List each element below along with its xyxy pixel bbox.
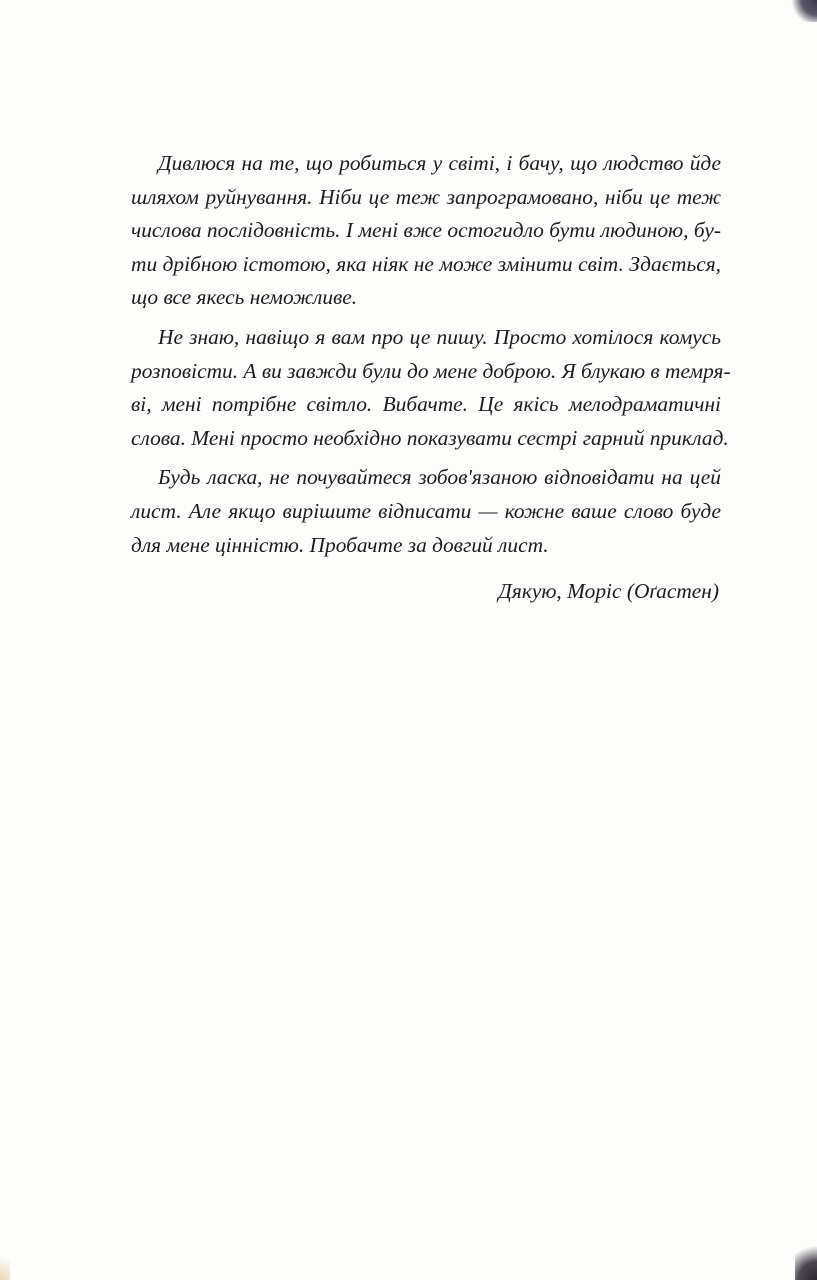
text-line: Будь ласка, не почувайтеся зобов'язаною відповідати на цей bbox=[158, 465, 721, 490]
paragraph-1 bbox=[131, 147, 721, 315]
paragraph-2 bbox=[131, 321, 731, 455]
text-line: розповісти. А ви завжди були до мене доброю. Я блукаю в темря- bbox=[131, 358, 731, 383]
signature: Дякую, Моріс (Оґастен) bbox=[498, 579, 719, 603]
page-corner-shadow bbox=[791, 0, 817, 22]
paragraph-3 bbox=[131, 461, 721, 562]
text-line: ві, мені потрібне світло. Вибачте. Це якісь мелодраматичні bbox=[131, 392, 721, 417]
text-line: лист. Але якщо вирішите відписати — кожне ваше слово буде bbox=[131, 498, 721, 523]
text-line: шляхом руйнування. Ніби це теж запрограмовано, ніби це теж bbox=[131, 184, 721, 209]
text-line: Не знаю, навіщо я вам про це пишу. Просто хотілося комусь bbox=[158, 324, 721, 349]
text-line: що все якесь неможливе. bbox=[131, 285, 358, 310]
text-line: числова послідовність. І мені вже остогидло бути людиною, бу- bbox=[131, 218, 721, 243]
text-line: ти дрібною істотою, яка ніяк не може змінити світ. Здається, bbox=[131, 251, 721, 276]
thumb-edge bbox=[0, 1250, 10, 1280]
text-line: слова. Мені просто необхідно показувати сестрі гарний приклад. bbox=[131, 425, 729, 450]
page-edge-shadow bbox=[795, 1240, 817, 1280]
text-line: для мене цінністю. Пробачте за довгий лист. bbox=[131, 532, 549, 557]
letter-body bbox=[131, 147, 731, 562]
text-line: Дивлюся на те, що робиться у світі, і бачу, що людство йде bbox=[158, 151, 721, 175]
